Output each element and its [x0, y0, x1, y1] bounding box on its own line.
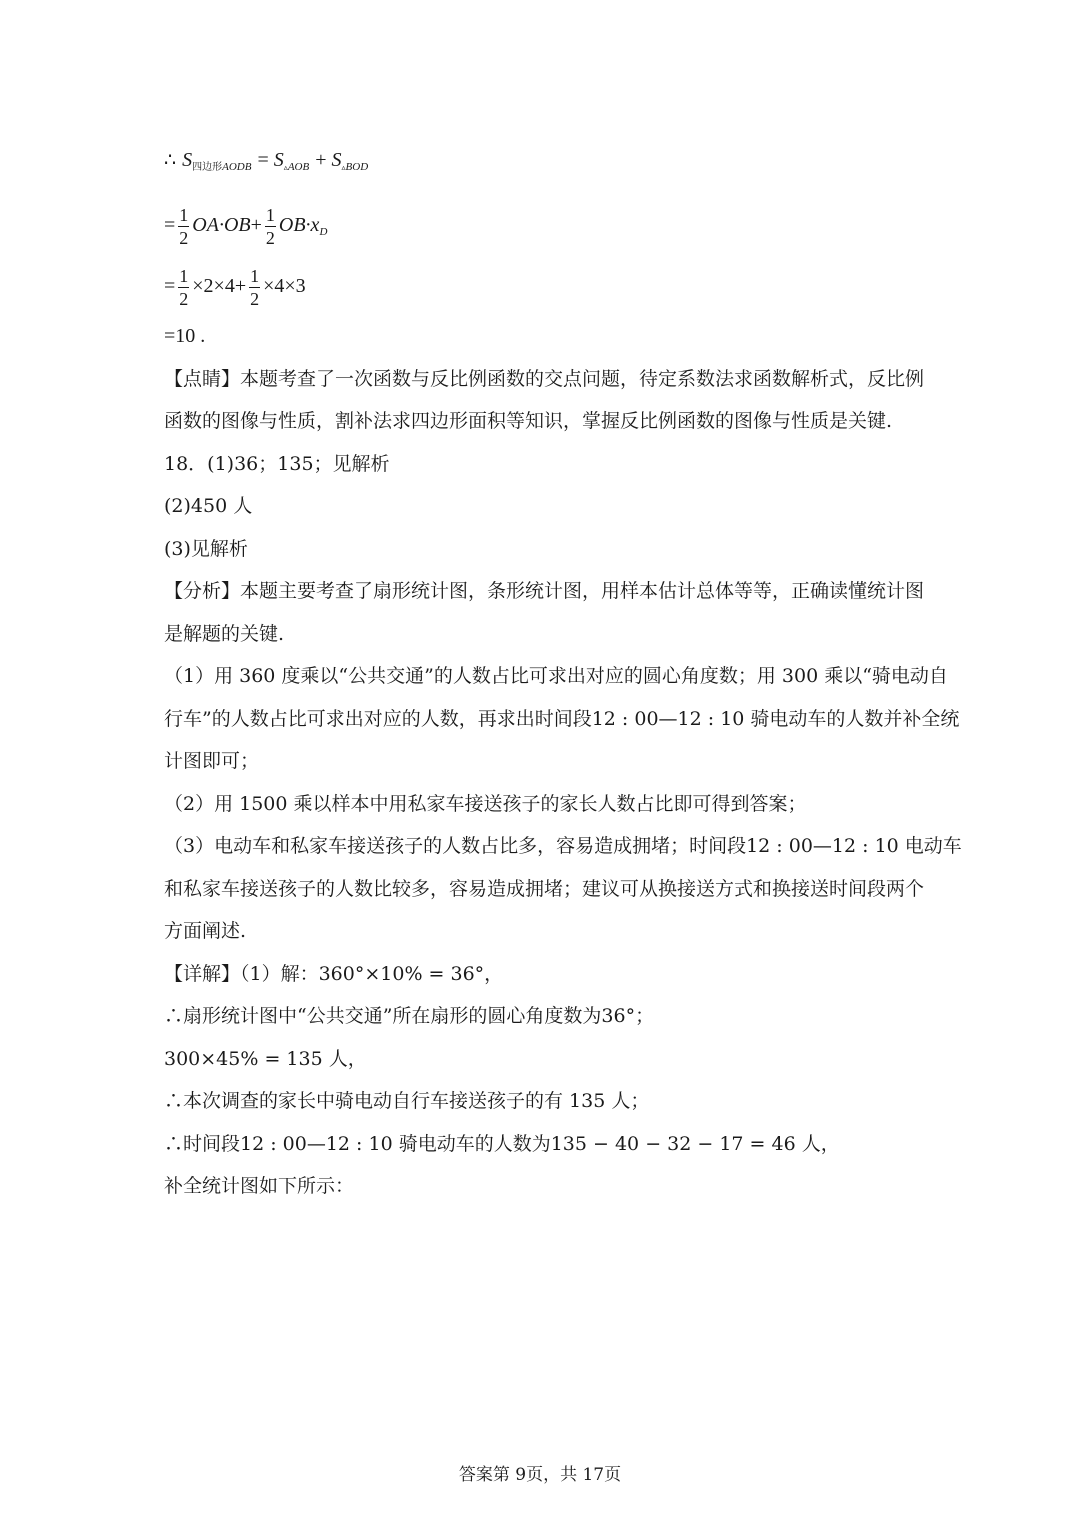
fraction-half: $\frac{1}{2}$ [265, 204, 275, 248]
analysis-heading-line: 【分析】本题主要考查了扇形统计图，条形统计图，用样本估计总体等等，正确读懂统计图 [164, 580, 925, 602]
plus-sign: + [315, 149, 332, 171]
paragraph-line: （3）电动车和私家车接送孩子的人数占比多，容易造成拥堵；时间段12 : 00—12 : 10 电动车 [164, 835, 962, 857]
paragraph-line: 【点睛】本题考查了一次函数与反比例函数的交点问题，待定系数法求函数解析式，反比例 [164, 367, 925, 390]
paragraph-line: 300×45% = 135 人， [164, 1047, 367, 1070]
paragraph-line: 是解题的关键. [164, 622, 285, 645]
fraction-half: $\frac{1}{2}$ [179, 265, 189, 309]
subscript-bod: ▵BOD [341, 161, 369, 173]
area-symbol: S [273, 149, 284, 171]
paragraph-line: ∴本次调查的家长中骑电动自行车接送孩子的有 135 人； [164, 1090, 650, 1112]
paragraph-line: （2）用 1500 乘以样本中用私家车接送孩子的家长人数占比即可得到答案； [164, 792, 807, 815]
document-body [164, 140, 962, 1208]
fraction-half: $\frac{1}{2}$ [179, 204, 189, 248]
area-symbol: S [331, 149, 342, 171]
area-symbol: S [182, 149, 193, 171]
subscript-quad: 四边形AODB [192, 161, 252, 173]
question-18-answer-1: 18．(1)36；135；见解析 [164, 452, 390, 475]
fraction-half: $\frac{1}{2}$ [250, 265, 260, 309]
paragraph-line: 方面阐述. [164, 920, 247, 942]
page-footer: 答案第 9页，共 17页 [458, 1465, 622, 1485]
paragraph-line: （1）用 360 度乘以“公共交通”的人数占比可求出对应的圆心角度数；用 300 乘以“骑电动自 [164, 665, 948, 687]
therefore-symbol: ∴ [164, 149, 177, 171]
paragraph-line: 补全统计图如下所示： [164, 1175, 355, 1197]
equation-fraction-expansion: = $\frac{1}{2}$ OA·OB+ $\frac{1}{2}$ $OB\cdot x_D$ [164, 204, 328, 248]
equation-result: =10 . [164, 325, 206, 347]
detail-heading-line: 【详解】（1）解：360°×10% = 36°， [164, 962, 504, 985]
equation-area-sum [164, 140, 924, 188]
paragraph-line: 和私家车接送孩子的人数比较多，容易造成拥堵；建议可从换接送方式和换接送时间段两个 [164, 877, 925, 900]
equals-sign: = [257, 149, 274, 171]
paragraph-line: ∴时间段12 : 00—12 : 10 骑电动车的人数为135 − 40 − 32 − 17 = 46 人， [164, 1132, 840, 1155]
equation-numeric-substitution: = $\frac{1}{2}$ ×2×4+ $\frac{1}{2}$ ×4×3 [164, 265, 306, 309]
paragraph-line: 计图即可； [164, 750, 260, 772]
subscript-aob: ▵AOB [283, 161, 310, 173]
paragraph-line: 行车”的人数占比可求出对应的人数，再求出时间段12 : 00—12 : 10 骑电动车的人数并补全统 [164, 707, 960, 730]
paragraph-line: 函数的图像与性质，割补法求四边形面积等知识，掌握反比例函数的图像与性质是关键. [164, 410, 893, 432]
question-18-answer-2: (2)450 人 [164, 495, 253, 517]
question-18-answer-3: (3)见解析 [164, 537, 248, 560]
paragraph-line: ∴扇形统计图中“公共交通”所在扇形的圆心角度数为36°； [164, 1005, 655, 1027]
